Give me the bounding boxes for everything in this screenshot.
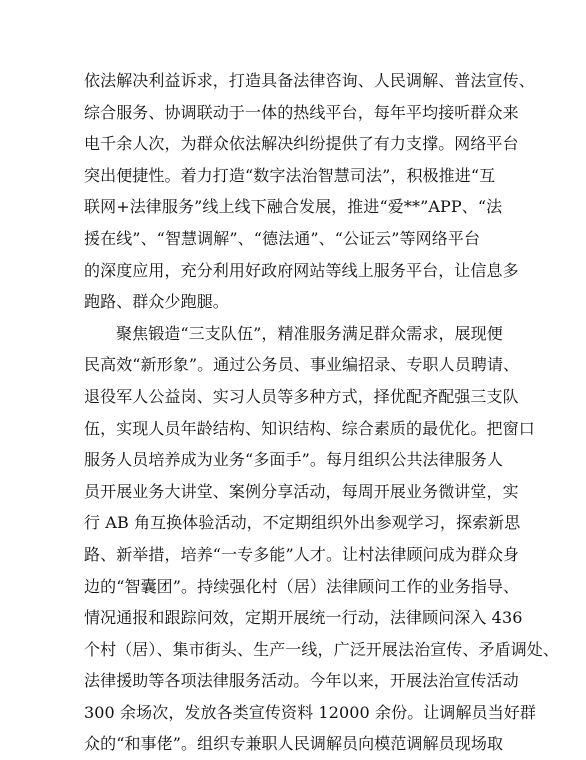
text-line: 众的“和事佬”。组织专兼职人民调解员向模范调解员现场取 bbox=[84, 734, 504, 754]
text-line: 民高效“新形象”。通过公务员、事业编招录、专职人员聘请、 bbox=[84, 355, 520, 375]
text-line: 的深度应用，充分利用好政府网站等线上服务平台，让信息多 bbox=[84, 260, 519, 280]
paragraph-first-line: 聚焦锻造“三支队伍”，精准服务满足群众需求，展现便 bbox=[116, 323, 503, 343]
text-line: 员开展业务大讲堂、案例分享活动，每周开展业务微讲堂，实 bbox=[84, 481, 519, 501]
text-line: 300 余场次，发放各类宣传资料 12000 余份。让调解员当好群 bbox=[84, 702, 536, 722]
text-line: 伍，实现人员年龄结构、知识结构、综合素质的最优化。把窗口 bbox=[84, 418, 535, 438]
text-line: 援在线”、“智慧调解”、“德法通”、“公证云”等网络平台 bbox=[84, 228, 481, 248]
text-line: 服务人员培养成为业务“多面手”。每月组织公共法律服务人 bbox=[84, 450, 504, 470]
body-text bbox=[84, 65, 560, 760]
text-line: 依法解决利益诉求，打造具备法律咨询、人民调解、普法宣传、 bbox=[84, 71, 535, 90]
text-line: 跑路、群众少跑腿。 bbox=[84, 292, 229, 312]
text-line: 行 AB 角互换体验活动，不定期组织外出参观学习，探索新思 bbox=[84, 513, 521, 533]
text-line: 综合服务、协调联动于一体的热线平台，每年平均接听群众来 bbox=[84, 102, 519, 122]
text-line: 情况通报和跟踪问效，定期开展统一行动，法律顾问深入 436 bbox=[84, 608, 523, 628]
text-line: 退役军人公益岗、实习人员等多种方式，择优配齐配强三支队 bbox=[84, 386, 519, 406]
text-line: 边的“智囊团”。持续强化村（居）法律顾问工作的业务指导、 bbox=[84, 576, 520, 596]
text-line: 突出便捷性。着力打造“数字法治智慧司法”，积极推进“互 bbox=[84, 165, 496, 185]
text-line: 个村（居）、集市街头、生产一线，广泛开展法治宣传、矛盾调处、 bbox=[84, 639, 560, 659]
text-line: 路、新举措，培养“一专多能”人才。让村法律顾问成为群众身 bbox=[84, 544, 520, 564]
text-line: 法律援助等各项法律服务活动。今年以来，开展法治宣传活动 bbox=[84, 671, 519, 691]
text-line: 联网+法律服务”线上线下融合发展，推进“爱**”APP、“法 bbox=[84, 197, 503, 217]
text-line: 电千余人次，为群众依法解决纠纷提供了有力支撑。网络平台 bbox=[84, 134, 519, 154]
